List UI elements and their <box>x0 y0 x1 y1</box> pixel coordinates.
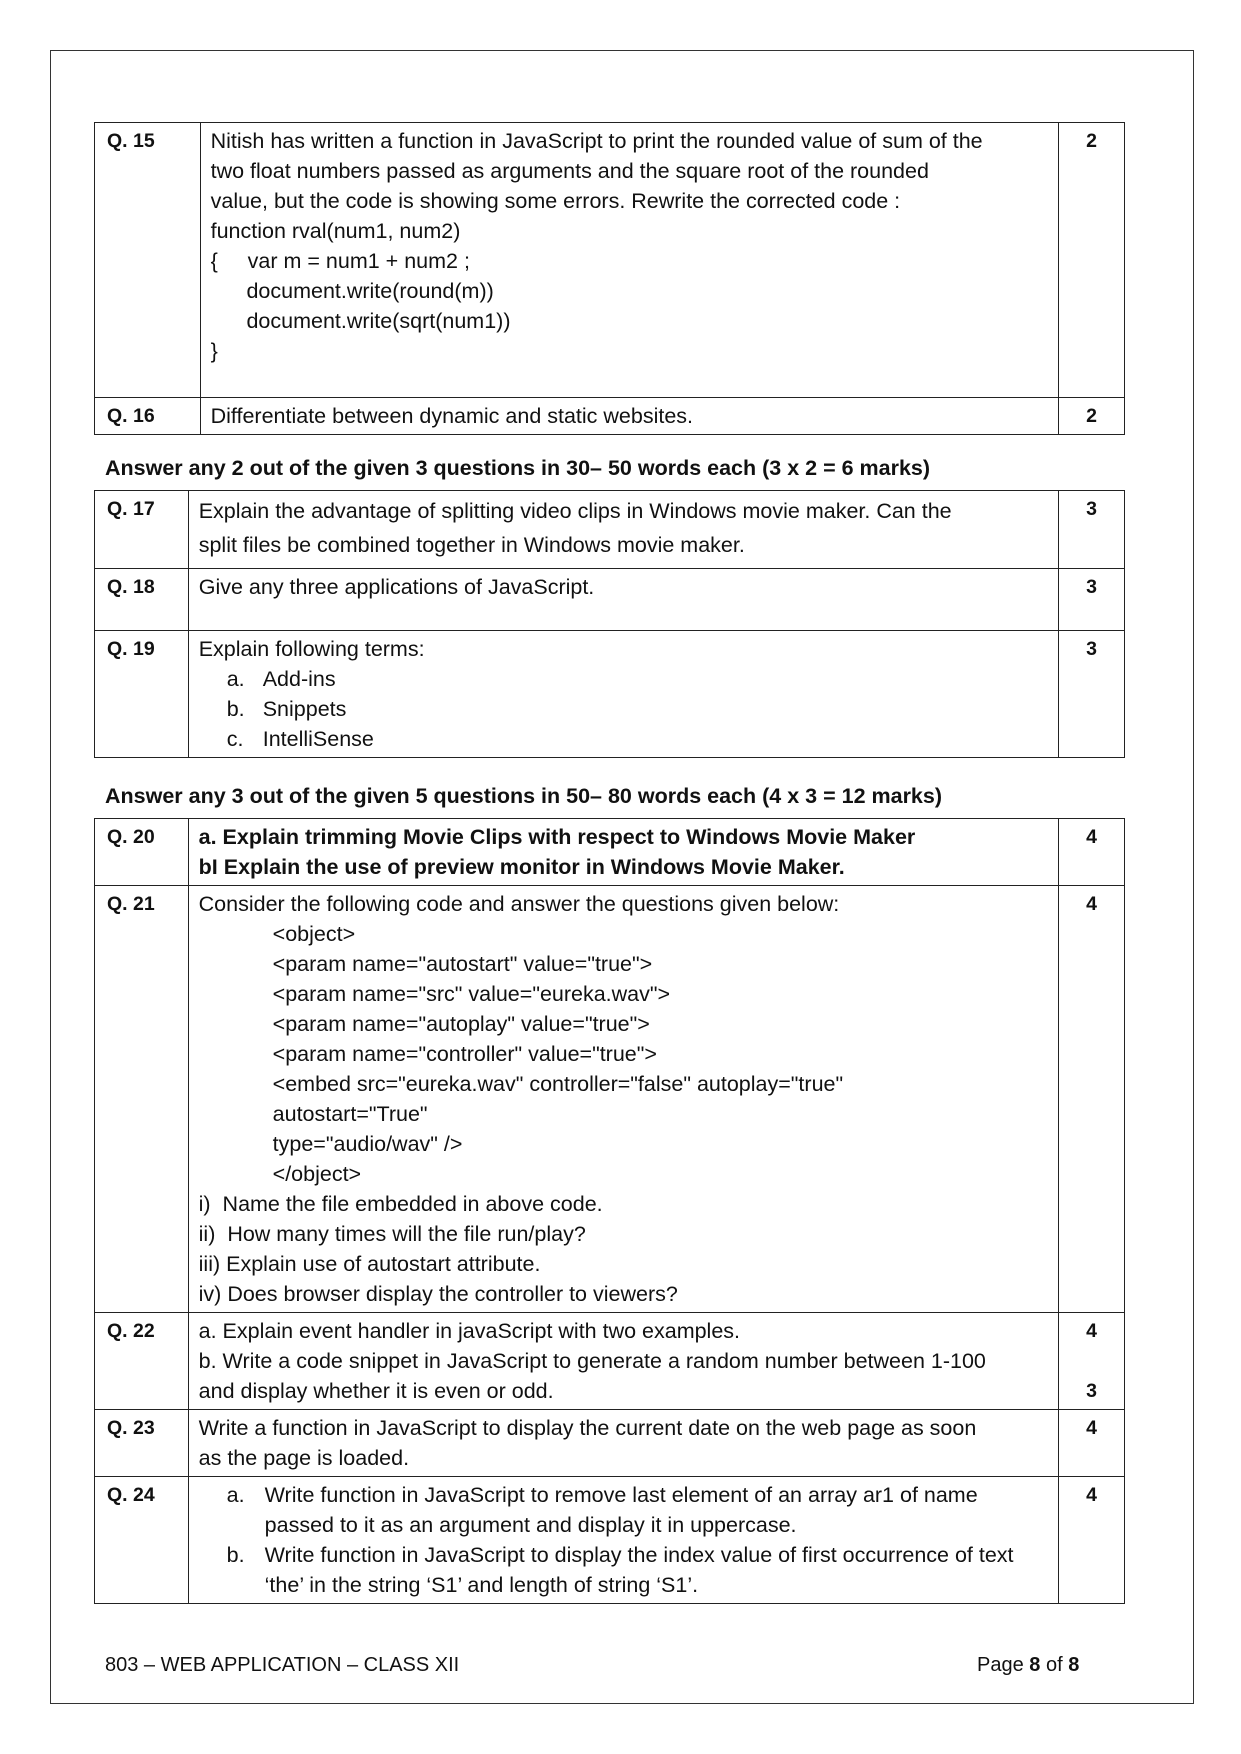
question-row-19 <box>95 631 1125 758</box>
list-item <box>199 694 1048 724</box>
list-item <box>199 664 1048 694</box>
code-line: </object> <box>272 1162 362 1186</box>
list-label: a. <box>226 667 245 691</box>
footer-page-number <box>977 1654 1079 1677</box>
marks-part-a: 4 <box>1086 1320 1098 1342</box>
code-line: <object> <box>272 922 356 946</box>
question-table-1 <box>94 122 1125 435</box>
marks-part-b: 3 <box>1086 1380 1098 1402</box>
question-line: Nitish has written a function in JavaScript to print the rounded value of sum of the <box>210 129 983 153</box>
list-item <box>199 1480 1049 1540</box>
question-text: Differentiate between dynamic and static websites. <box>200 398 1059 435</box>
code-line: document.write(sqrt(num1)) <box>210 309 511 333</box>
list-text: IntelliSense <box>262 727 374 751</box>
question-number: Q. 18 <box>95 569 189 631</box>
marks: 4 <box>1059 886 1125 1313</box>
question-table-2 <box>94 490 1125 758</box>
question-row-24 <box>95 1477 1125 1604</box>
list-label: b. <box>226 697 245 721</box>
code-line: document.write(round(m)) <box>210 279 494 303</box>
question-line: b. Write a code snippet in JavaScript to generate a random number between 1-100 <box>198 1349 986 1373</box>
question-table-3 <box>94 818 1125 1604</box>
list-text: Write function in JavaScript to remove last element of an array ar1 of name passed to it as an argument and display it in uppercase. <box>264 1483 978 1537</box>
question-line: Consider the following code and answer the questions given below: <box>198 892 840 916</box>
list-text: Write function in JavaScript to display the index value of first occurrence of text ‘the’ in the string ‘S1’ and length of string ‘S1’. <box>264 1543 1014 1597</box>
list-text: Snippets <box>262 697 347 721</box>
list-item <box>199 724 1048 754</box>
sub-question: iv) Does browser display the controller to viewers? <box>198 1282 678 1306</box>
question-row-15 <box>95 123 1125 398</box>
question-number: Q. 20 <box>95 819 189 886</box>
question-line: two float numbers passed as arguments and the square root of the rounded <box>210 159 929 183</box>
question-row-21 <box>95 886 1125 1313</box>
list-label: c. <box>226 727 244 751</box>
list-item <box>199 1540 1049 1600</box>
question-row-16 <box>95 398 1125 435</box>
question-text: Give any three applications of JavaScript. <box>188 569 1058 631</box>
question-text <box>200 123 1059 398</box>
code-line: <param name="controller" value="true"> <box>272 1042 657 1066</box>
question-line: bI Explain the use of preview monitor in Windows Movie Maker. <box>198 855 845 879</box>
code-line: type="audio/wav" /> <box>272 1132 463 1156</box>
page-current: 8 <box>1029 1654 1041 1676</box>
marks: 3 <box>1059 631 1125 758</box>
question-number: Q. 19 <box>95 631 189 758</box>
question-text <box>188 886 1059 1313</box>
sub-question: ii) How many times will the file run/play? <box>198 1222 586 1246</box>
question-line: value, but the code is showing some errors. Rewrite the corrected code : <box>210 189 901 213</box>
code-line: } <box>210 339 218 363</box>
marks: 2 <box>1059 398 1125 435</box>
question-line: as the page is loaded. <box>198 1446 410 1470</box>
code-line: { var m = num1 + num2 ; <box>210 249 470 273</box>
marks: 3 <box>1059 491 1125 569</box>
list-label: a. <box>226 1483 245 1507</box>
question-line: Explain the advantage of splitting video clips in Windows movie maker. Can the <box>198 499 952 523</box>
question-line: Explain following terms: <box>198 637 425 661</box>
question-line: a. Explain event handler in javaScript with two examples. <box>198 1319 741 1343</box>
marks: 2 <box>1059 123 1125 398</box>
sub-question: iii) Explain use of autostart attribute. <box>198 1252 541 1276</box>
question-row-22 <box>95 1313 1125 1410</box>
code-line: autostart="True" <box>272 1102 428 1126</box>
question-text <box>188 491 1058 569</box>
code-line: <param name="autostart" value="true"> <box>272 952 653 976</box>
question-number: Q. 22 <box>95 1313 189 1410</box>
question-number: Q. 17 <box>95 491 189 569</box>
question-text <box>188 819 1059 886</box>
question-row-17 <box>95 491 1125 569</box>
marks: 4 <box>1059 1410 1125 1477</box>
question-number: Q. 21 <box>95 886 189 1313</box>
list-text: Add-ins <box>262 667 336 691</box>
question-text <box>188 1477 1059 1604</box>
list-label: b. <box>226 1543 245 1567</box>
question-row-18 <box>95 569 1125 631</box>
marks: 3 <box>1059 569 1125 631</box>
page-total: 8 <box>1068 1654 1080 1676</box>
question-line: split files be combined together in Windows movie maker. <box>198 533 745 557</box>
question-number: Q. 15 <box>95 123 201 398</box>
page-word: Page <box>977 1654 1024 1676</box>
question-text <box>188 1313 1059 1410</box>
question-row-23 <box>95 1410 1125 1477</box>
of-word: of <box>1045 1654 1063 1676</box>
code-line: <embed src="eureka.wav" controller="false" autoplay="true" <box>272 1072 844 1096</box>
question-number: Q. 24 <box>95 1477 189 1604</box>
marks: 4 <box>1059 819 1125 886</box>
question-text <box>188 1410 1059 1477</box>
sub-question: i) Name the file embedded in above code. <box>198 1192 603 1216</box>
question-row-20 <box>95 819 1125 886</box>
marks <box>1059 1313 1125 1410</box>
question-line: and display whether it is even or odd. <box>198 1379 554 1403</box>
footer-course: 803 – WEB APPLICATION – CLASS XII <box>105 1654 460 1676</box>
question-number: Q. 16 <box>95 398 201 435</box>
question-number: Q. 23 <box>95 1410 189 1477</box>
code-line: function rval(num1, num2) <box>210 219 461 243</box>
question-line: a. Explain trimming Movie Clips with respect to Windows Movie Maker <box>198 825 916 849</box>
code-line: <param name="src" value="eureka.wav"> <box>272 982 671 1006</box>
question-text <box>188 631 1058 758</box>
code-line: <param name="autoplay" value="true"> <box>272 1012 650 1036</box>
marks: 4 <box>1059 1477 1125 1604</box>
section-heading: Answer any 3 out of the given 5 questions in 50– 80 words each (4 x 3 = 12 marks) <box>105 784 943 808</box>
section-heading: Answer any 2 out of the given 3 questions in 30– 50 words each (3 x 2 = 6 marks) <box>105 456 931 480</box>
question-line: Write a function in JavaScript to display the current date on the web page as soon <box>198 1416 977 1440</box>
